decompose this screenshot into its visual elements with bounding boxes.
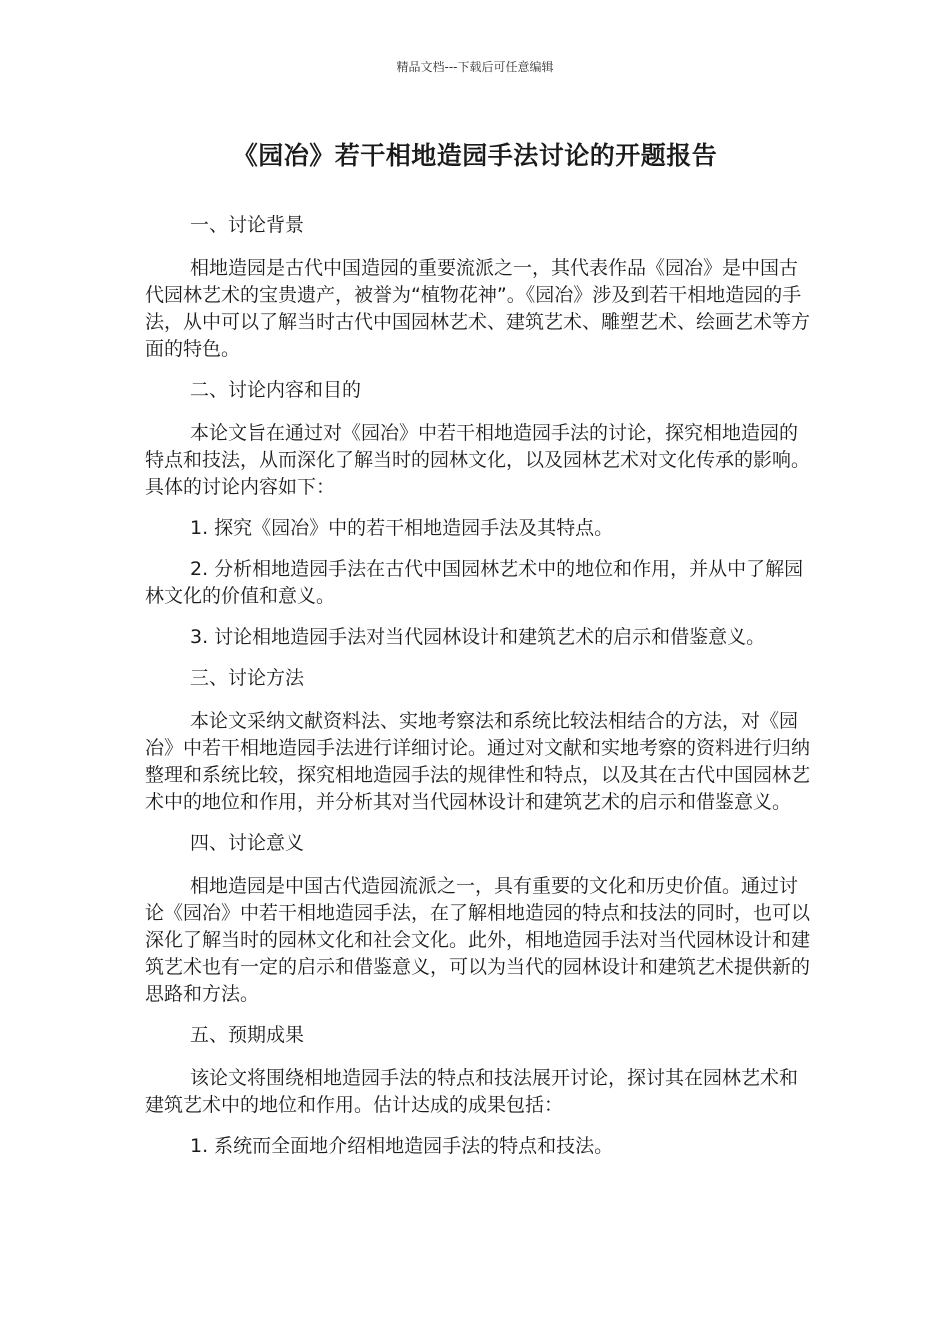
section-heading-significance: 四、讨论意义 xyxy=(190,832,305,854)
list-item-content-1: 1. 探究《园冶》中的若干相地造园手法及其特点。 xyxy=(190,517,614,539)
section-heading-background: 一、讨论背景 xyxy=(190,214,305,236)
section-heading-content-goals: 二、讨论内容和目的 xyxy=(190,379,362,401)
page-header: 精品文档---下载后可任意编辑 xyxy=(396,60,554,74)
section-heading-method: 三、讨论方法 xyxy=(190,667,305,689)
document-title: 《园冶》若干相地造园手法讨论的开题报告 xyxy=(232,141,718,170)
list-item-content-2: 2. 分析相地造园手法在古代中国园林艺术中的地位和作用，并从中了解园林文化的价值和意义。 xyxy=(145,558,804,607)
paragraph-expected-results: 该论文将围绕相地造园手法的特点和技法展开讨论，探讨其在园林艺术和建筑艺术中的地位和作用。估计达成的成果包括： xyxy=(145,1067,799,1116)
paragraph-background: 相地造园是古代中国造园的重要流派之一，其代表作品《园冶》是中国古代园林艺术的宝贵遗产，被誉为“植物花神”。《园冶》涉及到若干相地造园的手法，从中可以了解当时古代中国园林艺术、建筑艺术、雕塑艺术、绘画艺术等方面的特色。 xyxy=(145,257,811,360)
list-item-results-1: 1. 系统而全面地介绍相地造园手法的特点和技法。 xyxy=(190,1135,614,1157)
section-heading-expected-results: 五、预期成果 xyxy=(190,1024,305,1046)
paragraph-significance: 相地造园是中国古代造园流派之一，具有重要的文化和历史价值。通过讨论《园冶》中若干相地造园手法，在了解相地造园的特点和技法的同时，也可以深化了解当时的园林文化和社会文化。此外，相地造园手法对当代园林设计和建筑艺术也有一定的启示和借鉴意义，可以为当代的园林设计和建筑艺术提供新的思路和方法。 xyxy=(145,875,811,1005)
paragraph-method: 本论文采纳文献资料法、实地考察法和系统比较法相结合的方法，对《园冶》中若干相地造园手法进行详细讨论。通过对文献和实地考察的资料进行归纳整理和系统比较，探究相地造园手法的规律性和特点，以及其在古代中国园林艺术中的地位和作用，并分析其对当代园林设计和建筑艺术的启示和借鉴意义。 xyxy=(145,710,811,813)
list-item-content-3: 3. 讨论相地造园手法对当代园林设计和建筑艺术的启示和借鉴意义。 xyxy=(190,626,766,648)
paragraph-content-intro: 本论文旨在通过对《园冶》中若干相地造园手法的讨论，探究相地造园的特点和技法，从而深化了解当时的园林文化，以及园林艺术对文化传承的影响。具体的讨论内容如下： xyxy=(145,422,811,498)
document-body xyxy=(145,212,815,1174)
